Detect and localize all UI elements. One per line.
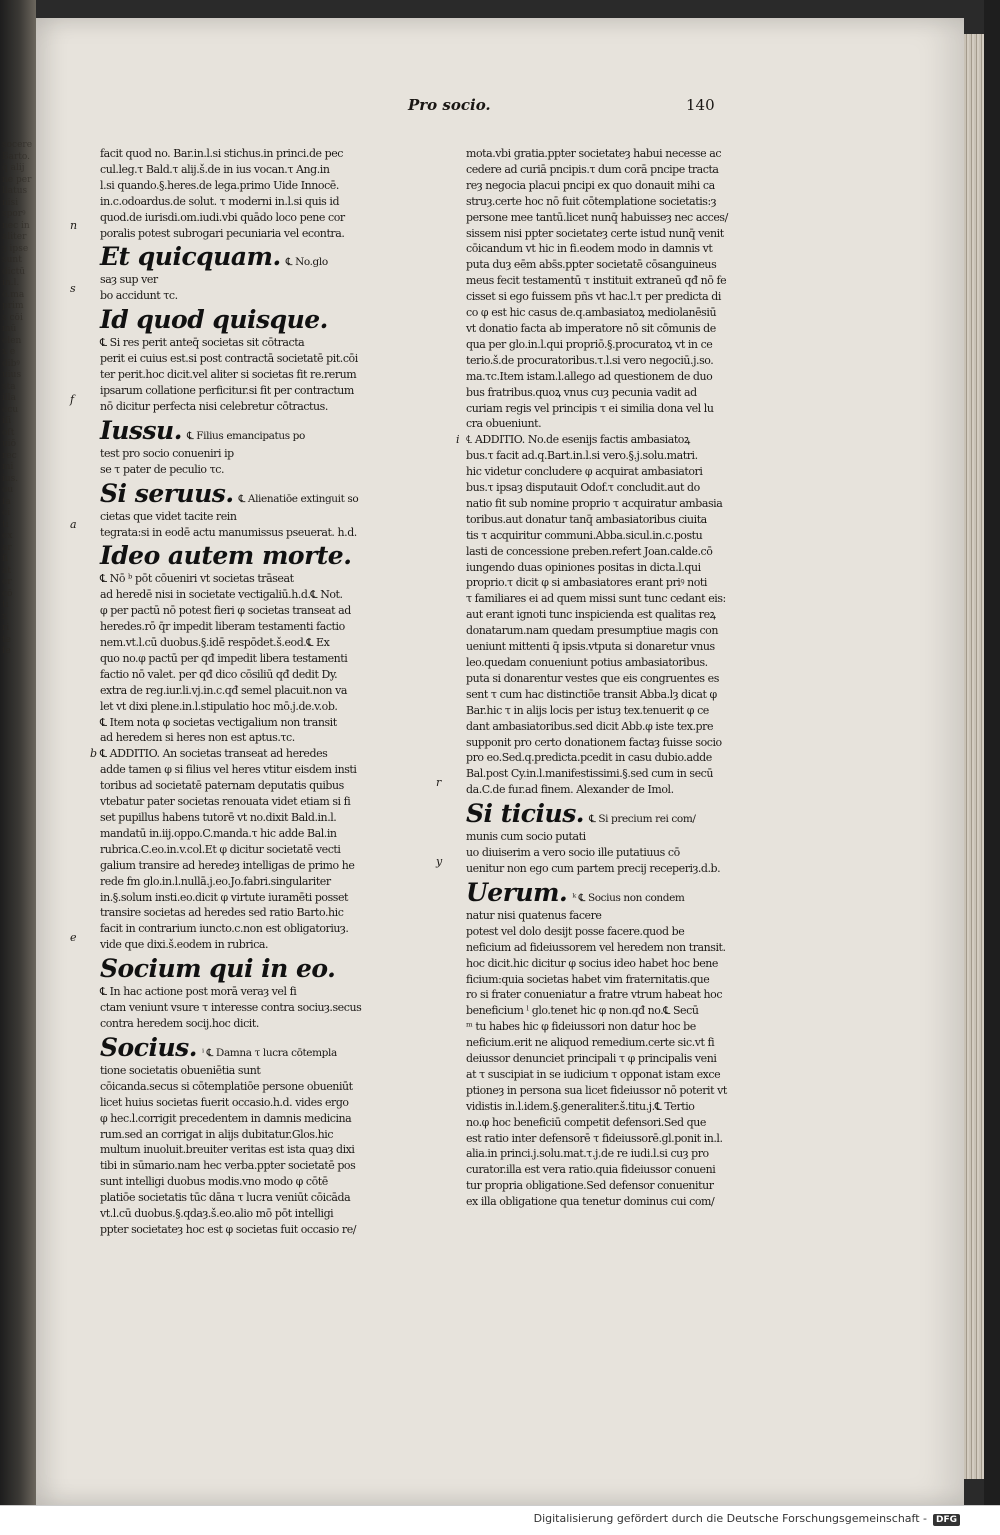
text-line: cietas que videt tacite rein	[100, 509, 237, 523]
facing-page-fragment: at	[2, 565, 11, 576]
text-line: donatarum.nam quedam presumptiue magis con	[466, 624, 718, 638]
text-line: vtebatur pater societas renouata videt etiam si fi	[100, 795, 351, 809]
text-line: ueniunt mittenti q̄ ipsis.vtputa si donaretur vnus	[466, 640, 715, 654]
rubric-tail: ℄ Si precium rei com/	[589, 813, 696, 826]
text-line: ℄ Item nota φ societas vectigalium non transit	[100, 715, 337, 729]
text-line: cōicandum vt hic in fi.eodem modo in damnis vt	[466, 242, 713, 256]
text-line: ad heredem si heres non est aptus.τc.	[100, 731, 295, 745]
margin-marker: b	[90, 747, 97, 761]
facing-page-fragment: ius.	[2, 473, 19, 484]
text-line: Bal.post Cy.in.l.manifestissimi.§.sed cum in secū	[466, 767, 713, 781]
facing-page-fragment: oſt	[2, 427, 15, 438]
text-line: Bar.hic τ in alijs locis per istuȝ tex.tenuerit φ ce	[466, 703, 709, 717]
text-line: toribus ad societatē paternam deputatis quibus	[100, 779, 344, 793]
facing-page-fragment: dictū	[2, 266, 26, 277]
text-line: cra obueniunt.	[466, 417, 542, 431]
text-line: dant ambasiatoribus.sed dicit Abb.φ iste tex.pre	[466, 719, 713, 733]
text-line: ipsarum collatione perficitur.si fit per contractum	[100, 383, 354, 397]
running-title: Pro socio.	[408, 96, 491, 114]
text-line: sent τ cum hac distinctiōe transit Abba.lȝ dicat φ	[466, 687, 717, 701]
text-line: ptioneȝ in persona sua licet fideiussor nō poterit vt	[466, 1083, 727, 1097]
text-line: facit quod no. Bar.in.l.si stichus.in princi.de pec	[100, 147, 344, 160]
text-line: facit in contrarium iuncto.c.non est obligatoriuȝ.	[100, 922, 349, 936]
text-line: puta si donarentur vestes que eis congruentes es	[466, 671, 719, 685]
text-line: ma.τc.Item istam.l.allego ad questionem de duo	[466, 369, 713, 383]
facing-page-fragment: llatus	[2, 186, 28, 196]
rubric-tail: ᵏ ℄ Socius non condem	[572, 891, 685, 904]
text-line: bus.τ ipsaȝ disputauit Odof.τ concludit.aut do	[466, 481, 700, 495]
facing-page-fragment: fa	[2, 496, 11, 507]
left-text-column	[90, 146, 378, 1238]
text-line: vidistis in.l.idem.§.generaliter.š.titu.j.℄ Tertio	[466, 1099, 695, 1113]
text-line: uenitur non ego cum partem precij receperiȝ.d.b.	[466, 861, 721, 875]
text-line: leo.quedam conueniunt potius ambasiatoribus.	[466, 656, 708, 669]
rubric-heading	[100, 540, 378, 571]
text-line: iungendo duas opiniones positas in dicta.l.qui	[466, 560, 701, 574]
text-line: licet huius societas fuerit occasio.h.d. vides ergo	[100, 1095, 349, 1109]
facing-page-fragment: iſi	[2, 416, 12, 426]
text-line: ℄ ADDITIO. An societas transeat ad heredes b	[90, 747, 328, 761]
text-line: supponit pro certo donationem factaȝ fuisse socio	[466, 735, 722, 749]
text-line: l.si quando.§.heres.de lega.primo Uide Innocē.	[100, 178, 339, 192]
facing-page-fragment: ne per	[2, 174, 32, 185]
facing-page-fragment: te	[2, 634, 11, 645]
text-line: no.φ hoc beneficiū competit defensori.Sed que	[466, 1115, 706, 1129]
text-line: φ per pactū nō potest fieri φ societas transeat ad	[100, 604, 351, 618]
text-line: proprio.τ dicit φ si ambasiatores erant priꝰ noti	[466, 576, 707, 590]
page-stack-edge	[964, 34, 984, 1479]
text-line: φ hec.l.corrigit precedentem in damnis medicina	[100, 1111, 352, 1125]
text-line: multum inuoluit.breuiter veritas est ista quaȝ dixi	[100, 1143, 355, 1157]
text-line: contra heredem socij.hoc dicit.	[100, 1016, 259, 1030]
text-line: factio nō valet. per qđ dico cōsiliū qđ dedit Dy.	[100, 667, 338, 681]
text-line: bus fratribus.quoꝝ vnus cuȝ pecunia vadit ad	[466, 385, 697, 399]
facing-page-fragment: uius	[2, 370, 22, 380]
facing-page-fragment: ex	[2, 531, 13, 541]
text-line: neficium ad fideiussorem vel heredem non transit.	[466, 940, 726, 954]
facing-page-fragment: in.l.	[2, 278, 20, 288]
text-line: bus.τ facit ad.q.Bart.in.l.si vero.§.j.solu.matri.	[466, 449, 698, 463]
rubric-word: Ideo autem morte.	[100, 541, 352, 571]
text-line: ex illa obligatione qua tenetur dominus cui com/	[466, 1195, 715, 1209]
text-line: at τ suscipiat in se iudicium τ opponat istam exce	[466, 1067, 721, 1081]
text-line: bo accidunt τc.	[100, 289, 178, 303]
rubric-heading	[466, 877, 742, 908]
text-line: uo diuiserim a vero socio ille putatiuus cō	[466, 846, 680, 860]
facing-page-fragment: ar	[2, 542, 12, 553]
text-line: pro eo.Sed.q.predicta.pcedit in casu dubio.adde	[466, 751, 712, 765]
text-line: test pro socio conueniri ip	[100, 446, 234, 460]
text-line: adde tamen φ si filius vel heres vtitur eisdem insti	[100, 763, 357, 777]
text-line: alia.in princi.j.solu.mat.τ.j.de re iudi.l.si cuȝ pro	[466, 1147, 709, 1161]
text-line: let vt dixi plene.in.l.stipulatio hoc mō.j.de.v.ob.	[100, 699, 338, 713]
text-line: ℄ ADDITIO. No.de esenijs factis ambasiatoꝝ i	[456, 433, 690, 447]
facing-page-fragment: ei	[2, 508, 11, 518]
rubric-heading	[466, 798, 742, 829]
text-line: galium transire ad heredeȝ intelligas de primo he	[100, 858, 355, 872]
text-line: nem.vt.l.cū duobus.§.idē respōdet.š.eod.℄ Ex	[100, 636, 330, 650]
text-line: ctam veniunt vsure τ interesse contra sociuȝ.secus	[100, 1001, 362, 1015]
rubric-word: Si ticius.	[466, 799, 584, 829]
text-line: da.C.de fur.ad finem. Alexander de Imol.	[466, 783, 674, 797]
facing-page-fragment: nisi	[2, 197, 19, 208]
facing-page-fragment: Barto.	[2, 151, 31, 162]
text-line: nō dicitur perfecta nisi celebretur cōtractus.	[100, 399, 328, 413]
book-binding-edge	[0, 0, 36, 1505]
facing-page-fragment: ti	[2, 600, 9, 610]
text-line: ℄ In hac actione post morā veraȝ vel fi	[100, 985, 297, 999]
text-line: sunt intelligi duobus modis.vno modo φ cōtē	[100, 1175, 328, 1189]
text-line: munis cum socio putati	[466, 830, 586, 844]
text-line: beneficium ˡ glo.tenet hic φ non.qđ no.℄ Secū	[466, 1004, 699, 1018]
text-line: struȝ.certe hoc nō fuit cōtemplatione societatis:ȝ	[466, 194, 717, 208]
facing-page-fragment: rec	[2, 450, 17, 461]
text-line: cisset si ego fuissem pñs vt hac.l.τ per predicta di	[466, 290, 721, 304]
text-line: vt.l.cū duobus.§.qdaȝ.š.eo.alio mō pōt intelligi	[100, 1207, 334, 1221]
facing-page-fragment: prim	[2, 301, 24, 311]
text-line: perit ei cuius est.si post contractā societatē pit.cōi	[100, 352, 358, 366]
rubric-word: Et quicquam.	[100, 242, 281, 272]
text-line: ter perit.hoc dicit.vel aliter si societas fit re.rerum	[100, 368, 357, 382]
margin-marker: i	[456, 433, 460, 447]
text-line: set pupillus habens tutorē vt no.dixit Bald.in.l.	[100, 811, 337, 824]
facing-page-fragment: sporꝰ	[2, 209, 26, 219]
text-line: ro si frater conueniatur a fratre vtrum habeat hoc	[466, 988, 723, 1002]
text-line: reȝ negocia placui pncipi ex quo donauit mihi ca	[466, 178, 715, 192]
rubric-word: Iussu.	[100, 415, 182, 445]
text-line: puta duȝ eēm abs̄s.ppter societatē cōsanguineus	[466, 258, 717, 272]
rubric-heading	[100, 415, 378, 446]
facing-page-fragment: dibꝰ	[2, 358, 20, 369]
text-line: saȝ sup ver	[100, 273, 158, 287]
facing-page-fragment: ou	[2, 485, 14, 495]
text-line: rubrica.C.eo.in.v.col.Et φ dicitur societatē vecti	[100, 842, 341, 856]
text-line: poralis potest subrogari pecuniaria vel econtra.	[100, 226, 345, 240]
text-line: natio fit sub nomine proprio τ acquiratur ambasia	[466, 496, 723, 510]
facing-page-fragment: mi	[2, 462, 14, 472]
text-line: ppter societateȝ hoc est φ societas fuit occasio re/	[100, 1222, 357, 1236]
rubric-word: Socium qui in eo.	[100, 954, 336, 984]
text-line: terio.š.de procuratoribus.τ.l.si vero negociū.j.so.	[466, 353, 714, 367]
text-line: heredes.rō q̄r impedit liberam testamenti factio	[100, 620, 345, 634]
facing-page-fragment: x	[2, 611, 8, 622]
facing-page-fragment: socere	[2, 140, 33, 150]
text-line: co φ est hic casus de.q.ambasiatoꝝ mediolanēsiū	[466, 306, 717, 320]
rubric-heading	[100, 1032, 378, 1063]
rubric-heading	[100, 241, 378, 272]
text-line: tegrata:si in eodē actu manumissus pseuerat. h.d.	[100, 525, 357, 539]
text-line: tione societatis obueniētia sunt	[100, 1063, 261, 1077]
facing-page-fragment: ri	[2, 623, 10, 633]
folio-number: 140	[686, 96, 715, 114]
text-line: neficium.erit ne aliquod remedium.certe sic.vt fi	[466, 1036, 715, 1050]
text-line: in.§.solum insti.eo.dicit φ virtute iuramēti posset	[100, 890, 349, 904]
text-line: cedere ad curiā pncipis.τ dum corā pncipe tracta	[466, 162, 719, 176]
facing-page-fragment: ti	[2, 519, 9, 530]
rubric-tail: ℄ Alienatiōe extinguit so	[238, 492, 359, 505]
text-line: toribus.aut donatur tanq̄ ambasiatoribus ciuita	[466, 512, 707, 526]
text-line: ad heredē nisi in societate vectigaliū.h.d.℄ Not.	[100, 588, 343, 602]
right-text-column	[456, 146, 742, 1210]
rubric-word: Si seruus.	[100, 478, 234, 508]
scan-background	[984, 0, 1000, 1505]
text-line: rede fm glo.in.l.nullā.j.eo.Jo.fabri.singulariter	[100, 874, 331, 888]
text-line: ℄ Nō ᵇ pōt cōueniri vt societas trāseat	[100, 572, 294, 586]
rubric-heading	[100, 478, 378, 509]
facing-page-fragment: aliter	[2, 232, 27, 242]
text-line: transire societas ad heredes sed ratio Barto.hic	[100, 906, 344, 920]
rubric-tail: ⁱ ℄ Damna τ lucra cōtempla	[202, 1046, 337, 1059]
text-line: hic videtur concludere φ acquirat ambasiatori	[466, 465, 703, 479]
text-line: aut erant ignoti tunc inspicienda est qualitas reꝝ	[466, 608, 716, 622]
rubric-heading	[100, 953, 378, 984]
text-line: curator.illa est vera ratio.quia fideiussor conueni	[466, 1163, 716, 1177]
text-line: curiam regis vel principis τ ei similia dona vel lu	[466, 401, 714, 415]
text-line: in.c.odoardus.de solut. τ moderni in.l.si quis id	[100, 194, 340, 208]
text-line: vide que dixi.š.eodem in rubrica.	[100, 938, 269, 952]
text-line: ℄ Si res perit anteq̄ societas sit cōtracta	[100, 336, 305, 350]
text-line: deiussor denunciet principali τ φ principalis veni	[466, 1052, 717, 1066]
text-line: ᵐ tu habes hic φ fideiussori non datur hoc be	[466, 1020, 696, 1034]
text-line: vt donatio facta ab imperatore nō sit cōmunis de	[466, 321, 716, 335]
text-line: tis τ acquiritur communi.Abba.sicul.in.c.postu	[466, 528, 703, 542]
text-line: tibi in sūmario.nam hec verba.ppter societatē pos	[100, 1159, 356, 1173]
text-line: platiōe societatis tūc dāna τ lucra veniūt cōicāda	[100, 1191, 351, 1205]
text-line: extra de reg.iur.li.vj.in.c.qđ semel placuit.non va	[100, 683, 347, 697]
facing-page-fragment: sta	[2, 381, 16, 392]
text-line: τ familiares ei ad quem missi sunt tunc cedant eis:	[466, 592, 726, 606]
rubric-word: Id quod quisque.	[100, 305, 328, 335]
facing-page-fragment: fi	[2, 554, 9, 564]
rubric-word: Socius.	[100, 1032, 197, 1062]
facing-page-fragment: uiō	[2, 439, 17, 449]
text-line: cul.leg.τ Bald.τ alij.š.de in ius vocan.τ Ang.in	[100, 162, 330, 176]
text-line: ficium:quia societas habet vim fraternitatis.que	[466, 972, 710, 986]
text-line: meus fecit testamentū τ instituit extraneū qđ nō fe	[466, 274, 727, 288]
facing-page-fragments	[2, 140, 32, 1240]
rubric-heading	[100, 304, 378, 335]
facing-page-fragment: q̄ alij	[2, 163, 25, 173]
text-line: hoc dicit.hic dicitur φ socius ideo habet hoc bene	[466, 956, 718, 970]
text-line: mota.vbi gratia.ppter societateȝ habui necesse ac	[466, 147, 722, 160]
facing-page-fragment: mū	[2, 324, 17, 334]
facing-page-fragment: illa	[2, 393, 17, 403]
text-line: tur propria obligatione.Sed defensor conuenitur	[466, 1179, 714, 1193]
text-line: persone mee tantū.licet nunq̄ habuisseȝ nec acces/	[466, 210, 728, 224]
text-line: lasti de concessione preben.refert Joan.calde.cō	[466, 544, 713, 558]
footer-credit	[534, 1512, 960, 1526]
rubric-tail: ℄ No.glo	[285, 256, 328, 269]
facing-page-fragment: sunt	[2, 255, 22, 265]
facing-page-fragment: er	[2, 577, 12, 587]
text-line: mandatū in.iij.oppo.C.manda.τ hic adde Bal.in	[100, 826, 337, 840]
text-line: quo no.φ pactū per qđ impedit libera testamenti	[100, 651, 348, 665]
dfg-logo: DFG	[933, 1514, 960, 1526]
text-line: potest vel dolo desijt posse facere.quod be	[466, 924, 685, 938]
facing-page-fragment: ō.ma	[2, 289, 25, 300]
text-line: rum.sed an corrigat in alijs dubitatur.Glos.hic	[100, 1127, 334, 1141]
rubric-word: Uerum.	[466, 877, 568, 907]
text-line: sissem nisi ppter societateȝ certe istud nunq̄ venit	[466, 226, 724, 240]
rubric-tail: ℄ Filius emancipatus po	[187, 429, 305, 442]
footer-credit-text: Digitalisierung gefördert durch die Deutsche Forschungsgemeinschaft -	[533, 1512, 927, 1525]
text-line: qua per glo.in.l.qui propriō.§.procuratoꝝ vt in ce	[466, 337, 713, 351]
facing-page-fragment: s cōi	[2, 312, 23, 323]
text-line: quod.de iurisdi.om.iudi.vbi quādo loco pene cor	[100, 210, 345, 224]
text-line: natur nisi quatenus facere	[466, 908, 602, 922]
text-line: cōicanda.secus si cōtemplatiōe persone obueniūt	[100, 1079, 353, 1093]
facing-page-fragment: nec in	[2, 220, 30, 231]
text-line: est ratio inter defensorē τ fideiussorē.gl.ponit in.l.	[466, 1131, 723, 1145]
facing-page-fragment: ecu	[2, 404, 19, 415]
facing-page-fragment: elen	[2, 335, 22, 346]
facing-page-fragment: cō	[2, 588, 13, 599]
facing-page-fragment: ſe	[2, 646, 11, 656]
facing-page-fragment: x e	[2, 347, 16, 357]
text-line: se τ pater de peculio τc.	[100, 462, 225, 476]
facing-page-fragment: ȝ ipse	[2, 243, 29, 254]
